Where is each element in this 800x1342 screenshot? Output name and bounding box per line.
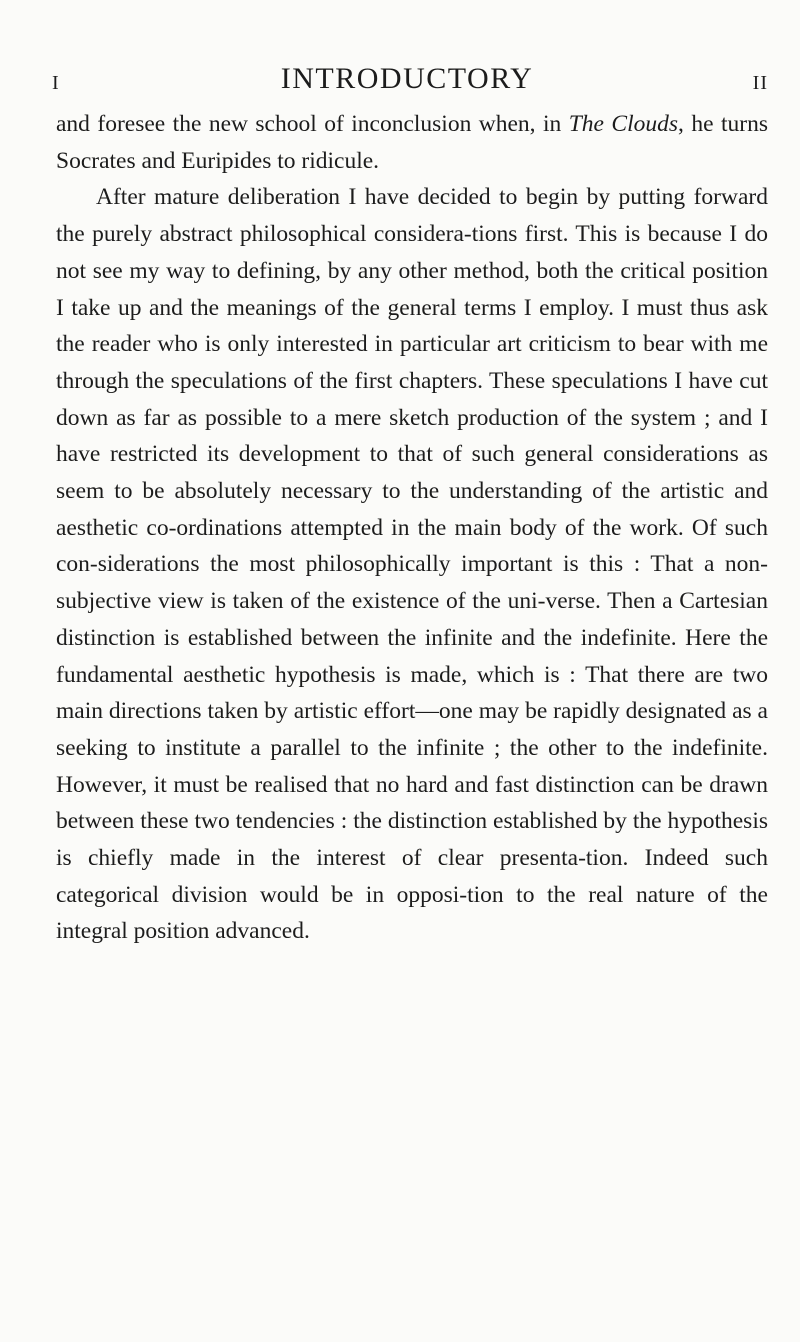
paragraph-1-start: and foresee the new school of inconclusion when, in bbox=[56, 111, 569, 137]
paragraph-1 bbox=[56, 106, 768, 179]
page-number: II bbox=[752, 72, 768, 94]
running-title: INTRODUCTORY bbox=[280, 62, 534, 95]
section-number-left: I bbox=[52, 72, 60, 94]
paragraph-2: After mature deliberation I have decided to begin by putting forward the purely abstract philosophical considera-tions first. This is because I do not see my way to defining, by any other method, both the critical position I take up and the meanings of the general terms I employ. I must thus ask the reader who is only interested in particular art criticism to bear with me through the speculations of the first chapters. These speculations I have cut down as far as possible to a mere sketch production of the system ; and I have restricted its development to that of such general considerations as seem to be absolutely necessary to the understanding of the artistic and aesthetic co-ordinations attempted in the main body of the work. Of such con-siderations the most philosophically important is this : That a non-subjective view is taken of the existence of the uni-verse. Then a Cartesian distinction is established between the infinite and the indefinite. Here the fundamental aesthetic hypothesis is made, which is : That there are two main directions taken by artistic effort—one may be rapidly designated as a seeking to institute a parallel to the infinite ; the other to the indefinite. However, it must be realised that no hard and fast distinction can be drawn between these two tendencies : the distinction established by the hypothesis is chiefly made in the interest of clear presenta-tion. Indeed such categorical division would be in opposi-tion to the real nature of the integral position advanced. bbox=[56, 184, 768, 945]
body-text bbox=[56, 106, 768, 950]
running-head bbox=[44, 62, 770, 102]
work-title-italic: The Clouds bbox=[568, 111, 679, 137]
paragraph-1-end: , he turns Socrates and Euripides to ridicule. bbox=[56, 111, 768, 174]
